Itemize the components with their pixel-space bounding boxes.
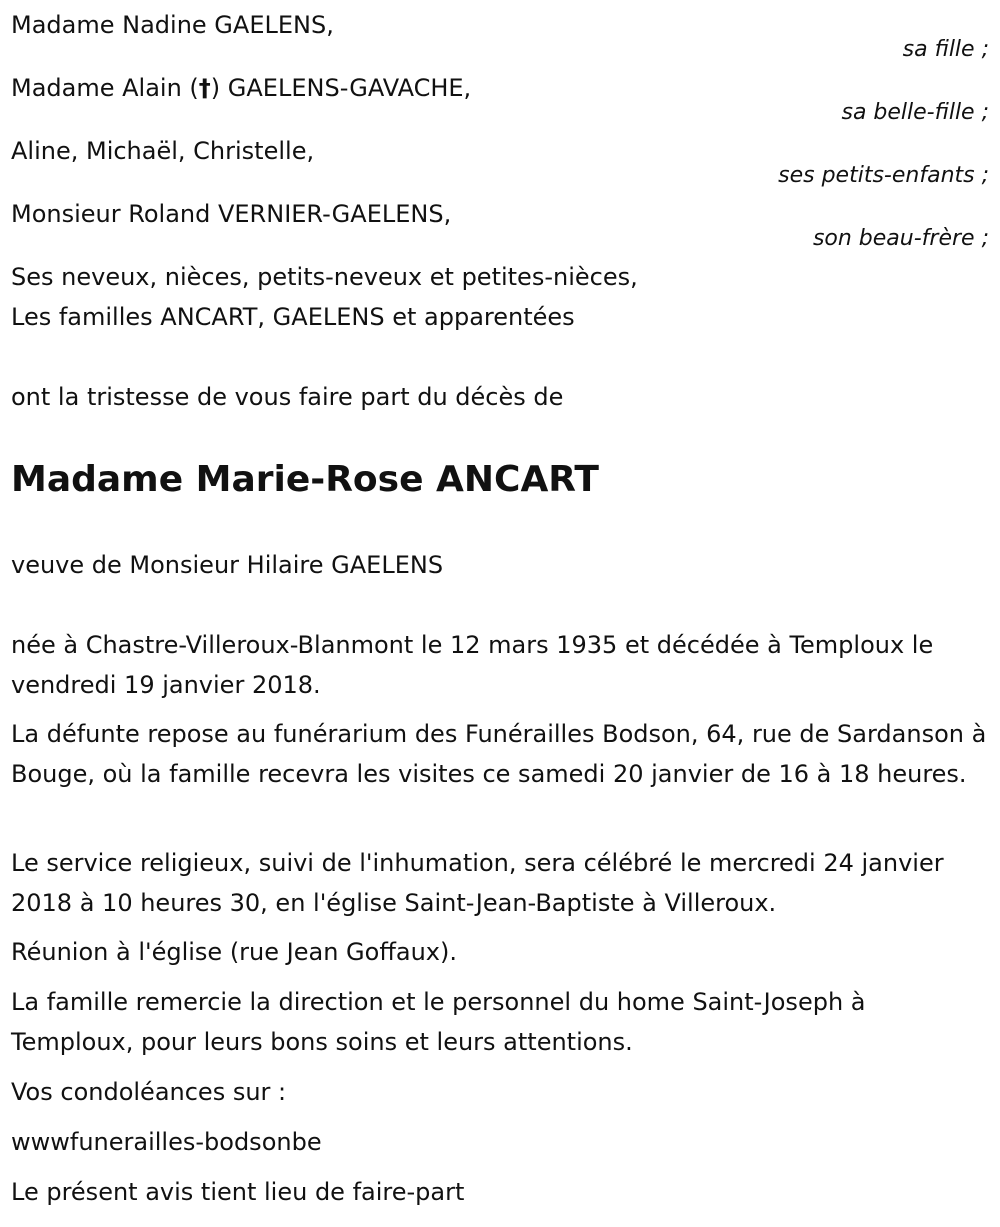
- family-member-2-name-before: Madame Alain (: [11, 74, 199, 102]
- relatives-line-1: Ses neveux, nièces, petits-neveux et petites-nièces,: [11, 263, 638, 291]
- family-member-3-name: Aline, Michaël, Christelle,: [11, 137, 315, 165]
- family-member-4-relation: son beau-frère ;: [812, 226, 989, 251]
- cross-icon: †: [198, 74, 211, 102]
- family-member-2-relation: sa belle-fille ;: [841, 100, 989, 125]
- condolences-label: Vos condoléances sur :: [11, 1078, 287, 1106]
- family-member-2-name-after: ) GAELENS-GAVACHE,: [210, 74, 472, 102]
- thanks-paragraph: La famille remercie la direction et le personnel du home Saint-Joseph à Temploux, pour leurs bons soins et leurs attentions.: [11, 988, 866, 1056]
- widow-of: veuve de Monsieur Hilaire GAELENS: [11, 551, 444, 579]
- family-member-1-relation: sa fille ;: [902, 37, 989, 62]
- birth-death-paragraph: née à Chastre-Villeroux-Blanmont le 12 mars 1935 et décédée à Temploux le vendredi 19 janvier 2018.: [11, 631, 934, 699]
- family-member-1-name: Madame Nadine GAELENS,: [11, 11, 334, 39]
- meeting-paragraph: Réunion à l'église (rue Jean Goffaux).: [11, 938, 457, 966]
- family-member-2-name: [11, 73, 471, 103]
- funerarium-paragraph: La défunte repose au funérarium des Funérailles Bodson, 64, rue de Sardanson à Bouge, où la famille recevra les visites ce samedi 20 janvier de 16 à 18 heures.: [11, 720, 987, 788]
- notice-line: Le présent avis tient lieu de faire-part: [11, 1178, 465, 1206]
- website-link[interactable]: wwwfunerailles-bodsonbe: [11, 1128, 322, 1156]
- service-paragraph: Le service religieux, suivi de l'inhumation, sera célébré le mercredi 24 janvier 2018 à 10 heures 30, en l'église Saint-Jean-Baptiste à Villeroux.: [11, 849, 944, 917]
- deceased-name: Madame Marie-Rose ANCART: [11, 459, 599, 500]
- family-member-4-name: Monsieur Roland VERNIER-GAELENS,: [11, 200, 452, 228]
- relatives-line-2: Les familles ANCART, GAELENS et apparentées: [11, 303, 575, 331]
- announcement: ont la tristesse de vous faire part du décès de: [11, 383, 564, 411]
- family-member-3-relation: ses petits-enfants ;: [778, 163, 989, 188]
